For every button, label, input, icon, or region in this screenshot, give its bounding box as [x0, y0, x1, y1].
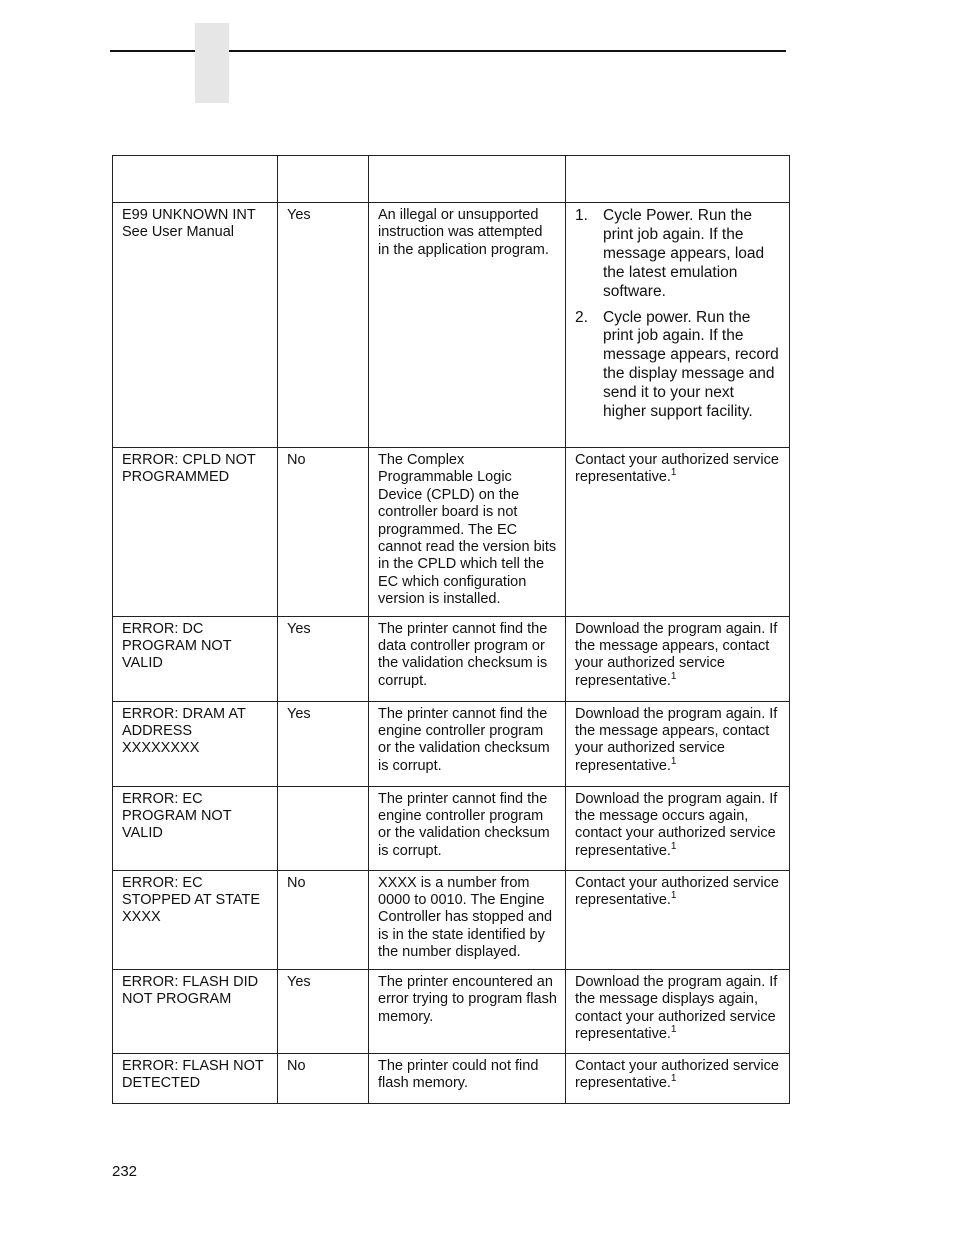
action-steps-list [575, 207, 781, 422]
message-cell: ERROR: DC PROGRAM NOT VALID [113, 616, 278, 701]
table-row [113, 701, 790, 786]
action-text: Contact your authorized service representative. [575, 452, 779, 486]
step-number: 1. [575, 207, 588, 224]
action-text: Contact your authorized service representative. [575, 874, 779, 909]
action-text: Download the program again. If the message appears, contact your authorized service representative. [575, 705, 778, 774]
explanation-cell: XXXX is a number from 0000 to 0010. The Engine Controller has stopped and is in the state identified by the number displayed. [369, 870, 566, 969]
table-row [113, 870, 790, 969]
message-cell: ERROR: CPLD NOT PROGRAMMED [113, 448, 278, 617]
footnote-marker: 1 [670, 467, 677, 479]
table-row [113, 203, 790, 448]
footnote-marker: 1 [670, 1073, 677, 1085]
explanation-cell: An illegal or unsupported instruction was attempted in the application program. [369, 203, 566, 448]
footnote-marker: 1 [670, 841, 677, 853]
action-cell [566, 616, 790, 701]
resettable-cell: Yes [278, 701, 369, 786]
action-cell [566, 203, 790, 448]
list-item [575, 207, 781, 302]
list-item [575, 309, 781, 422]
action-text: Download the program again. If the message appears, contact your authorized service representative. [575, 620, 778, 689]
table-row [113, 786, 790, 870]
chapter-thumb-tab [195, 23, 229, 103]
header-action [566, 156, 790, 203]
explanation-cell: The printer could not find flash memory. [369, 1053, 566, 1103]
resettable-cell: Yes [278, 203, 369, 448]
explanation-cell: The Complex Programmable Logic Device (CPLD) on the controller board is not programmed. The EC cannot read the version bits in the CPLD which tell the EC which configuration version is installed. [369, 448, 566, 617]
footnote-marker: 1 [670, 671, 677, 683]
action-text: Contact your authorized service representative. [575, 1057, 779, 1092]
action-cell [566, 969, 790, 1053]
message-cell: ERROR: FLASH NOT DETECTED [113, 1053, 278, 1103]
footnote-marker: 1 [670, 756, 677, 768]
message-cell: ERROR: EC PROGRAM NOT VALID [113, 786, 278, 870]
explanation-cell: The printer cannot find the engine controller program or the validation checksum is corrupt. [369, 701, 566, 786]
table-row [113, 448, 790, 617]
error-message-table [112, 155, 790, 1104]
action-cell [566, 701, 790, 786]
footnote-marker: 1 [670, 890, 677, 902]
footnote-marker: 1 [670, 1024, 677, 1036]
message-cell: ERROR: EC STOPPED AT STATE XXXX [113, 870, 278, 969]
table-header-row [113, 156, 790, 203]
action-text: Download the program again. If the message occurs again, contact your authorized service representative. [575, 790, 778, 859]
resettable-cell: Yes [278, 616, 369, 701]
step-text: Cycle power. Run the print job again. If the message appears, record the display message and send it to your next higher support facility. [603, 308, 779, 421]
explanation-cell: The printer encountered an error trying to program flash memory. [369, 969, 566, 1053]
message-cell: ERROR: DRAM AT ADDRESS XXXXXXXX [113, 701, 278, 786]
action-text: Download the program again. If the message displays again, contact your authorized service representative. [575, 973, 778, 1042]
header-resettable [278, 156, 369, 203]
header-explanation [369, 156, 566, 203]
action-cell [566, 1053, 790, 1103]
table-row [113, 969, 790, 1053]
header-message [113, 156, 278, 203]
message-cell: E99 UNKNOWN INT See User Manual [113, 203, 278, 448]
message-cell: ERROR: FLASH DID NOT PROGRAM [113, 969, 278, 1053]
resettable-cell: No [278, 1053, 369, 1103]
table-row [113, 1053, 790, 1103]
action-cell [566, 786, 790, 870]
explanation-cell: The printer cannot find the data controller program or the validation checksum is corrupt. [369, 616, 566, 701]
step-text: Cycle Power. Run the print job again. If the message appears, load the latest emulation software. [603, 207, 765, 300]
resettable-cell: No [278, 448, 369, 617]
action-cell [566, 870, 790, 969]
explanation-cell: The printer cannot find the engine controller program or the validation checksum is corrupt. [369, 786, 566, 870]
page-number: 232 [112, 1163, 138, 1180]
resettable-cell [278, 786, 369, 870]
step-number: 2. [575, 308, 588, 326]
action-cell [566, 448, 790, 617]
table-row [113, 616, 790, 701]
resettable-cell: Yes [278, 969, 369, 1053]
resettable-cell: No [278, 870, 369, 969]
